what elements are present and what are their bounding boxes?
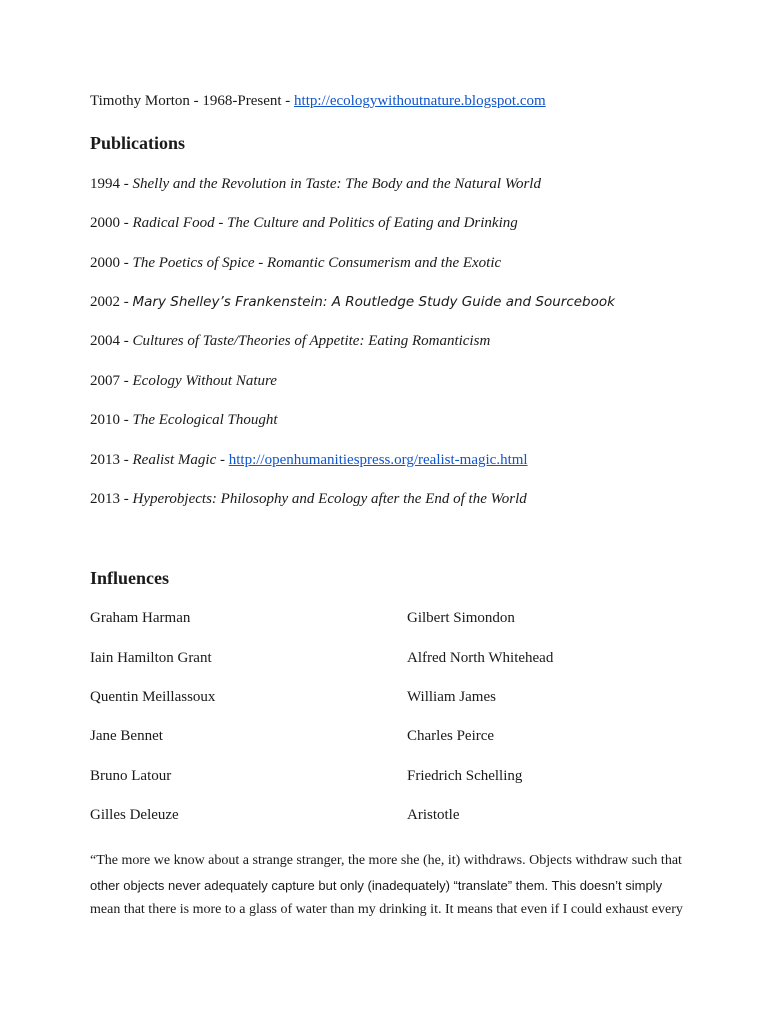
publication-item: 1994 - Shelly and the Revolution in Taste: The Body and the Natural World bbox=[90, 176, 541, 192]
quote-line: other objects never adequately capture but only (inadequately) “translate” them. This doesn’t simply bbox=[90, 877, 663, 893]
quote-line: mean that there is more to a glass of water than my drinking it. It means that even if I could exhaust every bbox=[90, 902, 683, 917]
publication-item: 2007 - Ecology Without Nature bbox=[90, 373, 277, 389]
publication-title: The Ecological Thought bbox=[132, 412, 278, 428]
publication-title: Shelly and the Revolution in Taste: The Body and the Natural World bbox=[132, 176, 541, 192]
influence-left: Gilles Deleuze bbox=[90, 807, 179, 823]
publication-title: The Poetics of Spice - Romantic Consumerism and the Exotic bbox=[132, 255, 502, 271]
publication-title: Radical Food - The Culture and Politics of Eating and Drinking bbox=[132, 215, 518, 231]
publication-item: 2010 - The Ecological Thought bbox=[90, 412, 278, 428]
publication-title: Hyperobjects: Philosophy and Ecology after the End of the World bbox=[132, 491, 527, 507]
influence-right: Friedrich Schelling bbox=[407, 768, 523, 784]
publications-heading: Publications bbox=[90, 133, 186, 153]
influence-left: Jane Bennet bbox=[90, 728, 163, 744]
influence-right: Alfred North Whitehead bbox=[407, 650, 554, 666]
publication-item: 2013 - Hyperobjects: Philosophy and Ecology after the End of the World bbox=[90, 491, 527, 507]
quote-paragraph bbox=[90, 849, 690, 923]
author-line bbox=[90, 91, 546, 111]
publication-title: Ecology Without Nature bbox=[132, 373, 277, 389]
publication-item: 2002 - Mary Shelley’s Frankenstein: A Routledge Study Guide and Sourcebook bbox=[90, 294, 615, 310]
influence-right: William James bbox=[407, 689, 496, 705]
blog-link[interactable]: http://ecologywithoutnature.blogspot.com bbox=[294, 93, 546, 109]
influence-left: Quentin Meillassoux bbox=[90, 689, 216, 705]
influence-right: Aristotle bbox=[407, 807, 460, 823]
influence-left: Iain Hamilton Grant bbox=[90, 650, 212, 666]
publication-title: Mary Shelley’s Frankenstein: A Routledge Study Guide and Sourcebook bbox=[132, 294, 615, 310]
publication-item: 2000 - The Poetics of Spice - Romantic Consumerism and the Exotic bbox=[90, 255, 502, 271]
publication-title: Realist Magic bbox=[132, 452, 217, 468]
influence-right: Gilbert Simondon bbox=[407, 610, 515, 626]
publication-title: Cultures of Taste/Theories of Appetite: Eating Romanticism bbox=[132, 333, 491, 349]
realist-magic-link[interactable]: http://openhumanitiespress.org/realist-magic.html bbox=[228, 452, 528, 468]
influence-left: Graham Harman bbox=[90, 610, 191, 626]
author-text: Timothy Morton - 1968-Present - bbox=[90, 93, 295, 109]
publication-item: 2000 - Radical Food - The Culture and Politics of Eating and Drinking bbox=[90, 215, 518, 231]
publication-item: 2013 - Realist Magic - http://openhumanitiespress.org/realist-magic.html bbox=[90, 452, 528, 468]
influences-heading: Influences bbox=[90, 568, 170, 588]
publication-item: 2004 - Cultures of Taste/Theories of Appetite: Eating Romanticism bbox=[90, 333, 491, 349]
influence-right: Charles Peirce bbox=[407, 728, 495, 744]
influence-left: Bruno Latour bbox=[90, 768, 172, 784]
quote-line: “The more we know about a strange stranger, the more she (he, it) withdraws. Objects withdraw such that bbox=[90, 853, 682, 868]
